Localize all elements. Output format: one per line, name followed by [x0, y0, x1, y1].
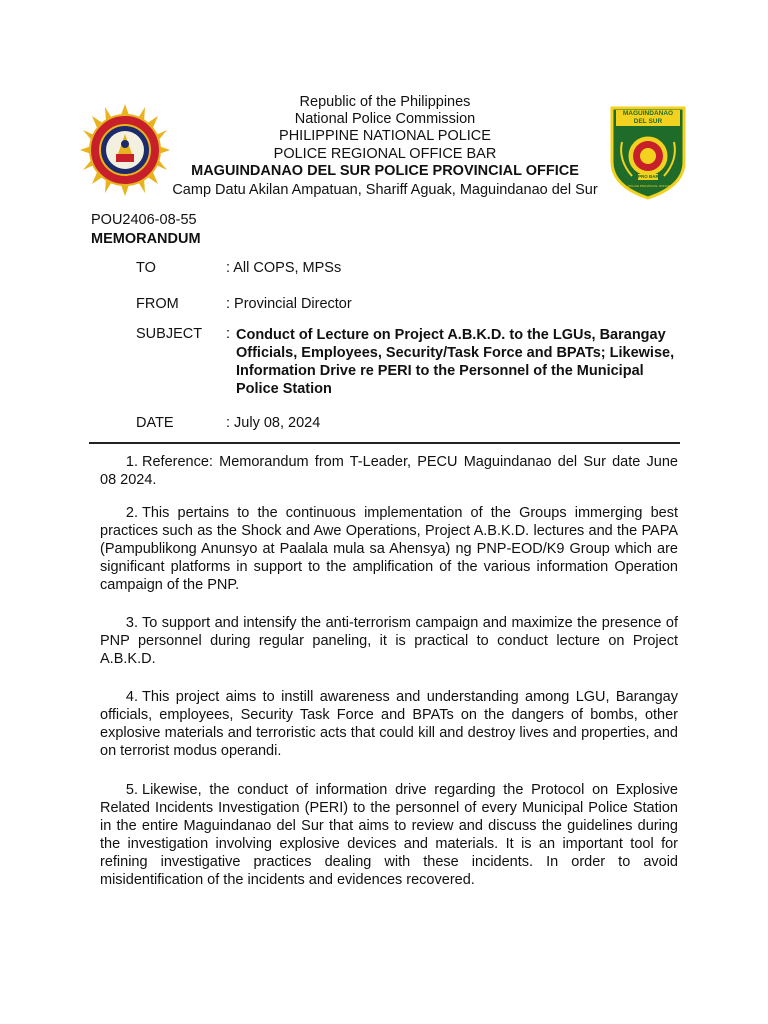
paragraph-4: [100, 688, 678, 760]
subject-value: Conduct of Lecture on Project A.B.K.D. to the LGUs, Barangay Officials, Employees, Security/Task Force and BPATs; Likewise, Information Drive re PERI to the Personnel of the Municipal Police Station: [236, 327, 675, 397]
header-republic: Republic of the Philippines: [299, 94, 471, 110]
memo-number: POU2406-08-55: [91, 212, 197, 228]
paragraph-3: [100, 614, 678, 668]
paragraph-1: [100, 453, 678, 489]
paragraph-number: 2.: [125, 505, 138, 521]
paragraph-5: [100, 781, 678, 889]
paragraph-text: Reference: Memorandum from T-Leader, PECU Maguindanao del Sur date June 08 2024.: [100, 454, 678, 488]
subject-colon: :: [226, 326, 231, 342]
paragraph-number: 1.: [125, 454, 138, 470]
from-value: : Provincial Director: [226, 296, 352, 312]
header-napolcom: National Police Commission: [294, 111, 476, 127]
header-divider: [89, 442, 680, 444]
paragraph-number: 5.: [125, 782, 138, 798]
subject-label: SUBJECT: [136, 326, 203, 342]
paragraph-text: To support and intensify the anti-terrorism campaign and maximize the presence of PNP personnel during regular paneling, it is practical to conduct lecture on Project A.B.K.D.: [100, 615, 678, 667]
shield-top-text: MAGUINDANAO DEL SUR: [622, 110, 674, 125]
from-label: FROM: [136, 296, 179, 312]
paragraph-text: This pertains to the continuous implementation of the Groups immerging best practices such as the Shock and Awe Operations, Project A.B.K.D. lectures and the PAPA (Pampublikong Anunsyo at Paalala mula sa Ahensya) ng PNP-EOD/K9 Group which are significant platforms in support to the amplification of the various information Operation campaign of the PNP.: [100, 505, 678, 593]
maguindanao-ppo-shield-logo: [608, 104, 688, 200]
header-provincial-office: MAGUINDANAO DEL SUR POLICE PROVINCIAL OFFICE: [191, 163, 579, 179]
to-label: TO: [136, 260, 156, 276]
header-pnp: PHILIPPINE NATIONAL POLICE: [279, 128, 491, 144]
paragraph-text: Likewise, the conduct of information drive regarding the Protocol on Explosive Related Incidents Investigation (PERI) to the personnel of every Municipal Police Station in the entire Maguindanao del Sur that aims to review and discuss the guidelines during the investigation involving explosive devices and materials. It is an important tool for refining investigative practices dealing with these incidents. In order to avoid misidentification of the incidents and evidences recovered.: [100, 782, 678, 888]
paragraph-2: [100, 504, 678, 594]
memo-title: MEMORANDUM: [91, 231, 201, 247]
paragraph-number: 4.: [125, 689, 138, 705]
shield-bottom-text: POLICE PROVINCIAL OFFICE: [628, 184, 670, 188]
paragraph-text: This project aims to instill awareness and understanding among LGU, Barangay officials, employees, Security Task Force and BPATs on the dangers of bombs, other explosive materials and terroristic acts that could kill and destroy lives and properties, and on terrorist modus operandi.: [100, 689, 678, 759]
to-value: : All COPS, MPSs: [226, 260, 342, 276]
shield-band-text: PRO BAR: [638, 174, 659, 179]
date-label: DATE: [136, 415, 174, 431]
paragraph-number: 3.: [125, 615, 138, 631]
header-regional-office: POLICE REGIONAL OFFICE BAR: [273, 146, 497, 162]
header-address: Camp Datu Akilan Ampatuan, Shariff Aguak, Maguindanao del Sur: [172, 182, 598, 198]
date-value: : July 08, 2024: [226, 415, 321, 431]
